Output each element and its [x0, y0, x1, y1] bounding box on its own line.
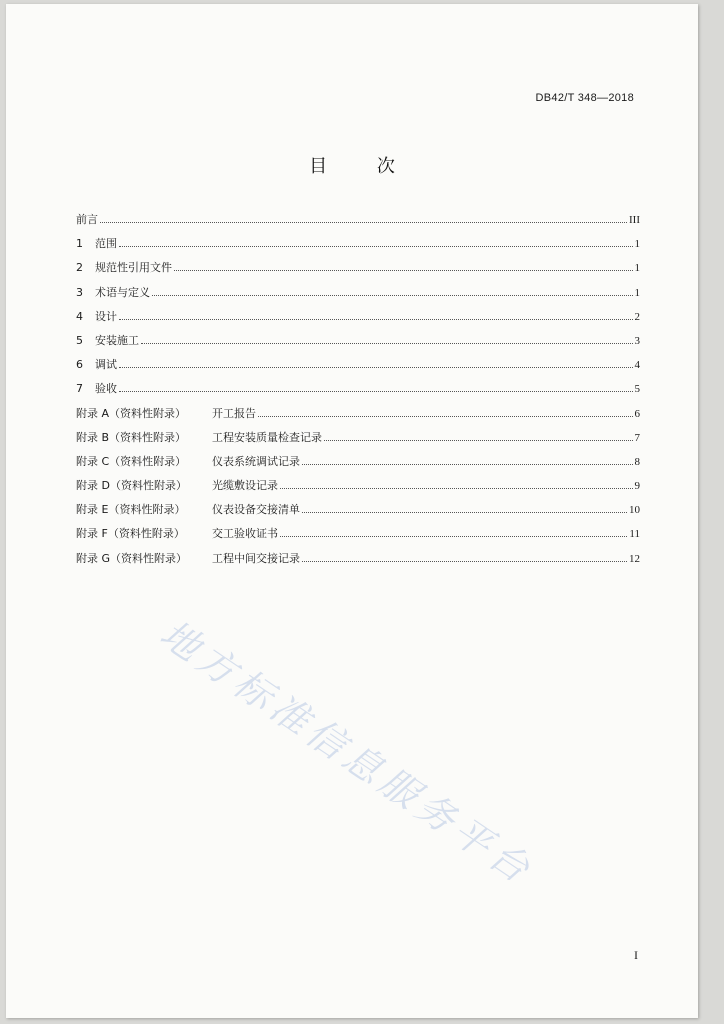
toc-entry-label: 仪表系统调试记录 — [212, 454, 300, 468]
toc-entry-page-number: 3 — [634, 334, 640, 347]
toc-entry-label: 工程安装质量检查记录 — [212, 430, 322, 444]
toc-entry[interactable] — [76, 429, 640, 453]
toc-dot-leader — [302, 512, 627, 513]
toc-entry-page-number: 8 — [634, 455, 640, 468]
page-number: I — [634, 948, 638, 962]
toc-dot-leader — [141, 343, 633, 344]
toc-entry-appendix-prefix: 附录 G（资料性附录） — [76, 551, 188, 565]
toc-dot-leader — [119, 246, 633, 247]
toc-entry[interactable] — [76, 259, 640, 283]
toc-entry-page-number: 4 — [634, 359, 640, 372]
toc-entry-appendix-prefix: 附录 C（资料性附录） — [76, 454, 187, 468]
toc-entry-label: 验收 — [95, 382, 117, 396]
toc-entry-number: 2 — [76, 261, 83, 275]
toc-entry[interactable] — [76, 284, 640, 308]
toc-entry-number: 7 — [76, 382, 83, 396]
toc-entry-label: 工程中间交接记录 — [212, 551, 300, 565]
toc-entry[interactable] — [76, 332, 640, 356]
toc-dot-leader — [280, 488, 633, 489]
toc-entry-label: 开工报告 — [212, 406, 256, 420]
toc-entry-page-number: 5 — [634, 383, 640, 396]
toc-entry[interactable] — [76, 501, 640, 525]
toc-entry[interactable] — [76, 235, 640, 259]
toc-entry-number: 5 — [76, 333, 83, 347]
toc-dot-leader — [119, 319, 633, 320]
toc-entry-number: 4 — [76, 309, 83, 323]
toc-entry-label: 范围 — [95, 237, 117, 251]
toc-entry-page-number: 1 — [634, 286, 640, 299]
watermark: 地方标准信息服务平台 — [152, 611, 542, 894]
toc-entry-page-number: 1 — [634, 238, 640, 251]
document-page — [6, 4, 698, 1018]
toc-entry[interactable] — [76, 550, 640, 574]
toc-entry[interactable] — [76, 211, 640, 235]
toc-dot-leader — [119, 367, 633, 368]
toc-entry[interactable] — [76, 380, 640, 404]
toc-entry-page-number: 10 — [629, 504, 640, 517]
toc-entry-number: 1 — [76, 237, 83, 251]
toc-entry-label: 术语与定义 — [95, 285, 150, 299]
toc-entry-page-number: 12 — [629, 552, 640, 565]
toc-entry-label: 前言 — [76, 213, 98, 226]
toc-entry-number: 3 — [76, 285, 83, 299]
toc-entry[interactable] — [76, 453, 640, 477]
toc-dot-leader — [280, 536, 627, 537]
toc-entry[interactable] — [76, 525, 640, 549]
toc-entry-label: 仪表设备交接清单 — [212, 503, 300, 517]
toc-entry-label: 光缆敷设记录 — [212, 479, 278, 493]
toc-entry-page-number: 1 — [634, 262, 640, 275]
toc-entry-appendix-prefix: 附录 E（资料性附录） — [76, 503, 186, 517]
toc-entry[interactable] — [76, 308, 640, 332]
toc-entry[interactable] — [76, 356, 640, 380]
toc-entry-page-number: 7 — [634, 431, 640, 444]
toc-dot-leader — [100, 222, 627, 223]
document-code: DB42/T 348—2018 — [535, 92, 634, 104]
toc-entry-label: 设计 — [95, 309, 117, 323]
toc-entry[interactable] — [76, 405, 640, 429]
toc-entry-page-number: 2 — [634, 310, 640, 323]
toc-entry-appendix-prefix: 附录 D（资料性附录） — [76, 479, 187, 493]
toc-entry-page-number: 9 — [634, 480, 640, 493]
toc-entry-number: 6 — [76, 358, 83, 372]
toc-entry-page-number: 6 — [634, 407, 640, 420]
toc-dot-leader — [302, 464, 633, 465]
toc-entry-appendix-prefix: 附录 F（资料性附录） — [76, 527, 185, 541]
toc-entry-label: 规范性引用文件 — [95, 261, 172, 275]
table-of-contents — [76, 211, 640, 574]
toc-entry-appendix-prefix: 附录 B（资料性附录） — [76, 430, 187, 444]
toc-entry-label: 调试 — [95, 358, 117, 372]
page-title: 目 次 — [309, 156, 417, 177]
toc-entry-label: 安装施工 — [95, 333, 139, 347]
toc-entry-page-number: 11 — [629, 528, 640, 541]
toc-dot-leader — [258, 416, 633, 417]
toc-dot-leader — [302, 561, 627, 562]
toc-dot-leader — [152, 295, 633, 296]
toc-dot-leader — [174, 270, 633, 271]
toc-entry-page-number: III — [629, 214, 640, 226]
toc-dot-leader — [324, 440, 633, 441]
toc-entry[interactable] — [76, 477, 640, 501]
toc-entry-appendix-prefix: 附录 A（资料性附录） — [76, 406, 187, 420]
toc-dot-leader — [119, 391, 633, 392]
toc-entry-label: 交工验收证书 — [212, 527, 278, 541]
